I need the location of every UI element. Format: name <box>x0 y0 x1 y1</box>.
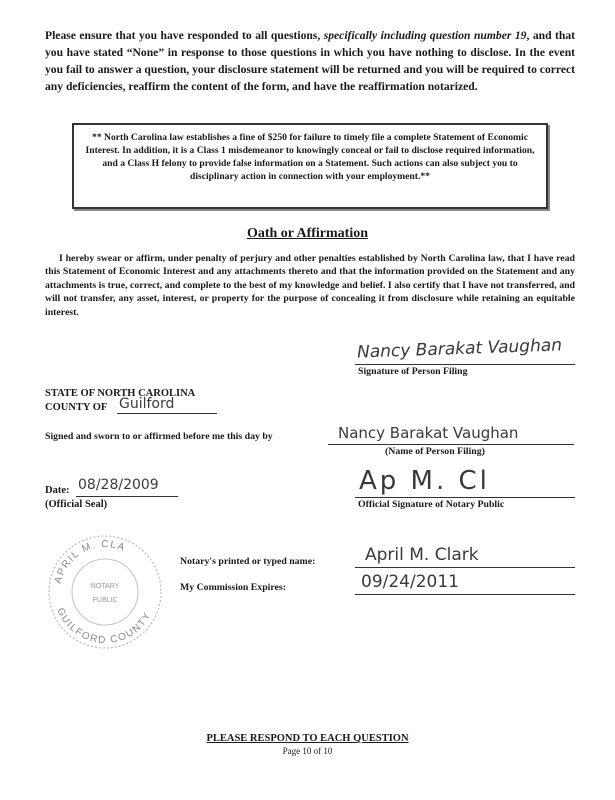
sworn-name-label: (Name of Person Filing) <box>385 446 485 457</box>
page-number: Page 10 of 10 <box>282 746 333 756</box>
state-line: STATE OF NORTH CAROLINA <box>45 388 196 399</box>
date-value: 08/28/2009 <box>78 477 159 493</box>
notary-signature-field[interactable] <box>355 468 575 498</box>
commission-label: My Commission Expires: <box>180 582 286 593</box>
sworn-name-value: Nancy Barakat Vaughan <box>338 424 519 442</box>
filer-signature-field[interactable] <box>355 335 575 365</box>
date-label: Date: <box>45 485 70 496</box>
oath-text: I hereby swear or affirm, under penalty of perjury and other penalties established by North Carolina law, that I have read this Statement of Economic Interest and any attachments thereto and that the information provided on the Statement and any attachments is true, correct, and complete to the best of my knowledge and belief. I also certify that I have not transferred, and will not transfer, any asset, interest, or property for the purpose of concealing it from disclosure while retaining an equitable interest. <box>45 253 575 318</box>
notary-name-line <box>355 567 575 568</box>
instructions-text-1: Please ensure that you have responded to all questions, <box>45 29 324 42</box>
date-field[interactable] <box>76 476 178 497</box>
notary-name-field[interactable] <box>355 545 575 568</box>
seal-inner-text-2: PUBLIC <box>92 597 118 604</box>
county-value: Guilford <box>119 396 175 412</box>
seal-inner-text-1: NOTARY <box>90 583 120 590</box>
notary-signature: Ap M. Cl <box>359 466 490 496</box>
sworn-label: Signed and sworn to or affirmed before me this day by <box>45 431 273 442</box>
notary-seal <box>40 530 170 650</box>
oath-paragraph <box>45 252 575 319</box>
instructions-text-2: , and that you have stated “None” in response to those questions in which you have nothing to disclose. In the event you fail to answer a question, your disclosure statement will be returned and you will be required to correct any deficiencies, reaffirm the content of the form, and have the reaffirmation notarized. <box>45 29 575 93</box>
signature-line <box>355 364 575 365</box>
commission-line <box>355 594 575 595</box>
legal-notice-box <box>72 123 548 209</box>
notary-signature-label: Official Signature of Notary Public <box>358 499 505 510</box>
commission-field[interactable] <box>355 572 575 595</box>
signature-label: Signature of Person Filing <box>358 366 468 377</box>
date-line <box>76 496 178 497</box>
county-line <box>117 413 217 414</box>
legal-notice-text: ** North Carolina law establishes a fine of $250 for failure to timely file a complete Statement of Economic Interest. In addition, it is a Class 1 misdemeanor to knowingly conceal or fail to disclose required information, and a Class H felony to provide false information on a Statement. Such actions can also subject you to disciplinary action in connection with your employment.** <box>85 132 535 182</box>
seal-inner-ring <box>72 559 138 625</box>
county-field[interactable] <box>117 396 217 414</box>
sworn-name-line <box>328 444 574 445</box>
official-seal-label: (Official Seal) <box>45 499 108 510</box>
notary-signature-line <box>355 497 575 498</box>
notary-name-value: April M. Clark <box>365 545 479 565</box>
seal-top-text: APRIL M. CLA <box>52 538 128 585</box>
county-label: COUNTY OF <box>45 402 108 413</box>
oath-heading: Oath or Affirmation <box>246 226 369 241</box>
instructions-emphasis: specifically including question number 19 <box>323 29 527 42</box>
seal-bottom-text: GUILFORD COUNTY <box>54 606 154 647</box>
filer-signature: Nancy Barakat Vaughan <box>356 335 563 363</box>
notary-name-label: Notary's printed or typed name: <box>180 556 316 567</box>
commission-value: 09/24/2011 <box>361 572 459 592</box>
footer-title: PLEASE RESPOND TO EACH QUESTION <box>206 733 409 744</box>
seal-outer-ring <box>49 536 161 648</box>
instructions-paragraph <box>45 27 575 95</box>
sworn-name-field[interactable] <box>328 423 574 445</box>
